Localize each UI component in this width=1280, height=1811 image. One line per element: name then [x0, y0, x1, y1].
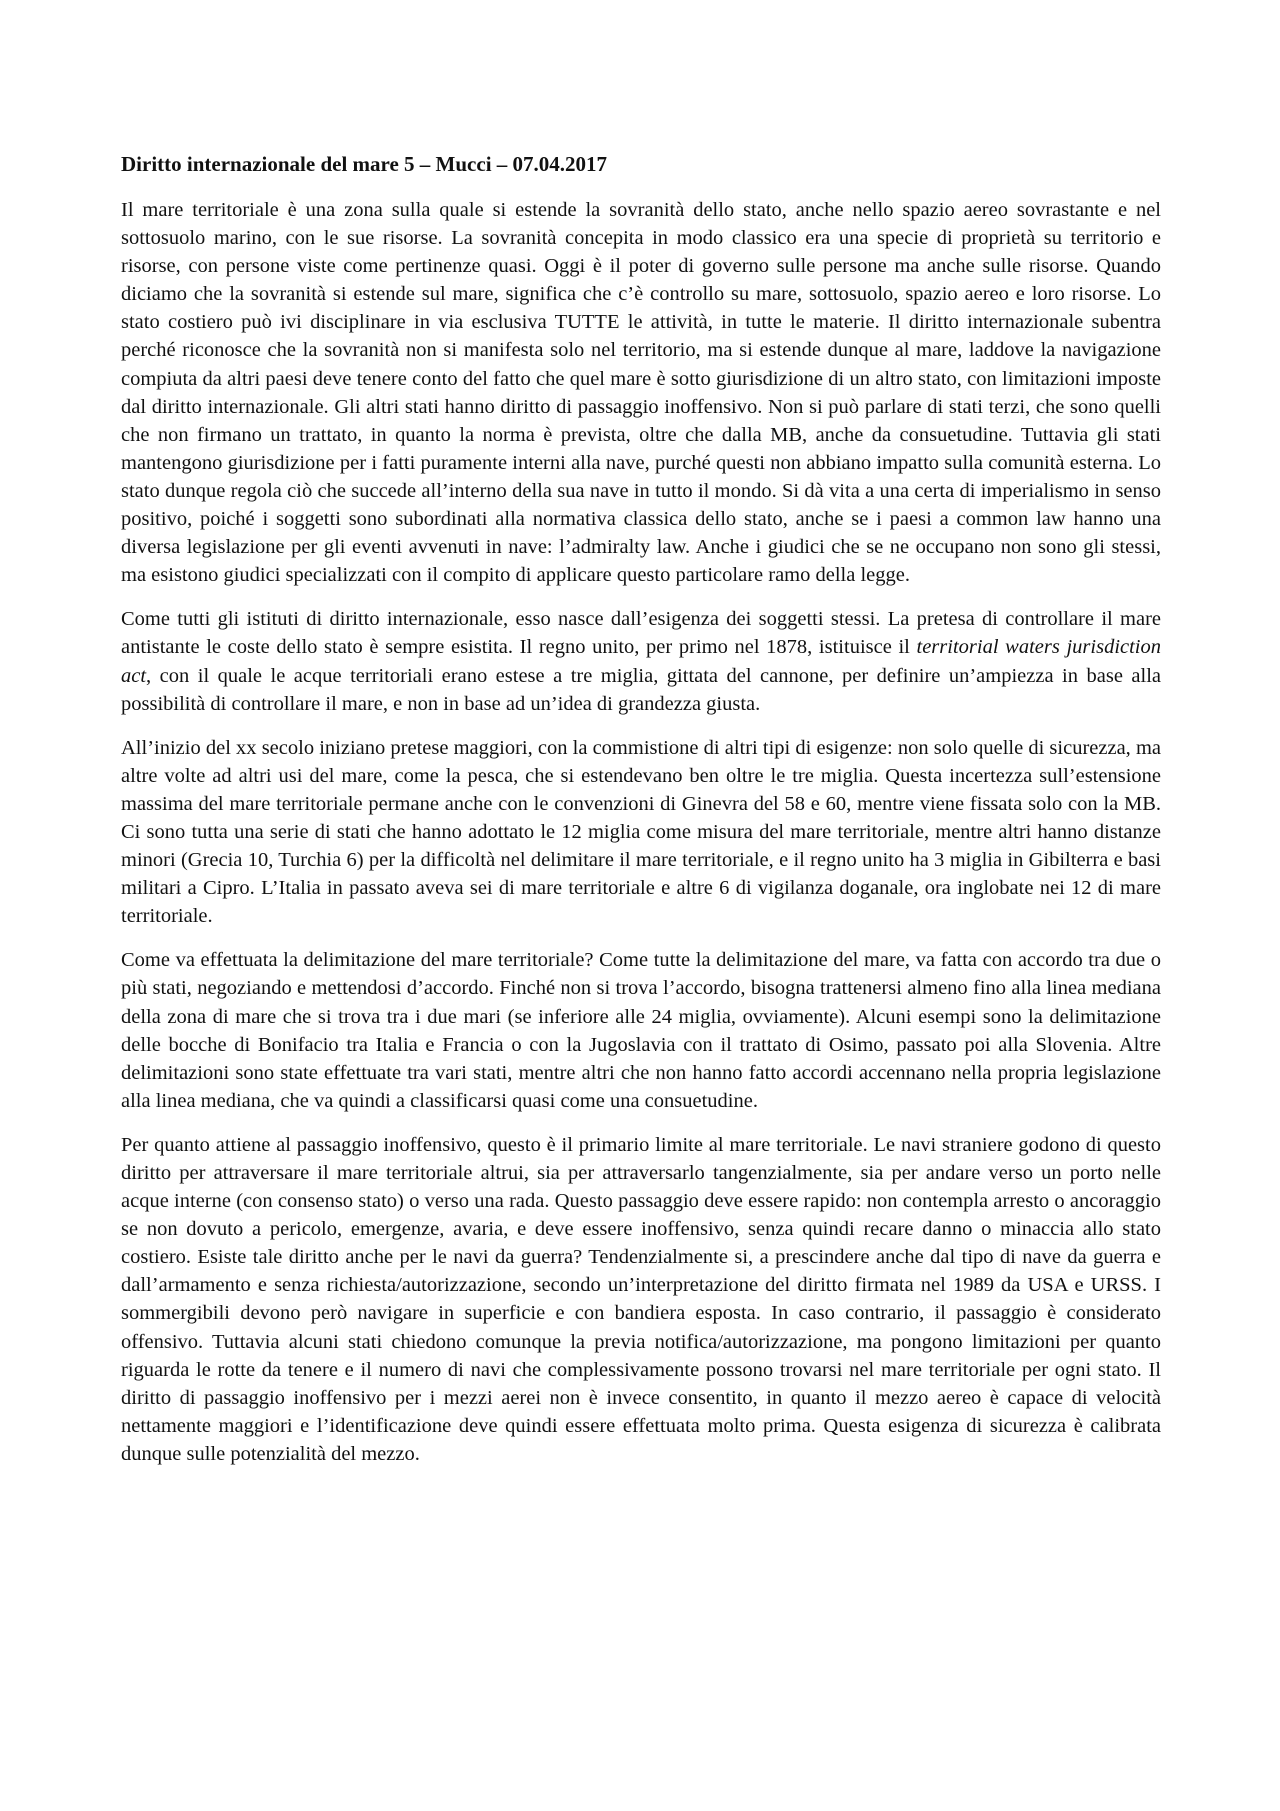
paragraph-twentieth-century: All’inizio del xx secolo iniziano pretese maggiori, con la commistione di altri tipi di esigenze: non solo quelle di sicurezza, ma altre volte ad altri usi del mare, come la pesca, che si estendevano ben oltre le tre miglia. Questa incertezza sull’estensione massima del mare territoriale permane anche con le convenzioni di Ginevra del 58 e 60, mentre viene fissata solo con la MB. Ci sono tutta una serie di stati che hanno adottato le 12 miglia come misura del mare territoriale, mentre altri hanno distanze minori (Grecia 10, Turchia 6) per la difficoltà nel delimitare il mare territoriale, e il regno unito ha 3 miglia in Gibilterra e basi militari a Cipro. L’Italia in passato aveva sei di mare territoriale e altre 6 di vigilanza doganale, ora inglobate nei 12 di mare territoriale.	[121, 736, 1161, 928]
document-page	[121, 150, 1161, 1484]
paragraph-sovereignty: Il mare territoriale è una zona sulla quale si estende la sovranità dello stato, anche nello spazio aereo sovrastante e nel sottosuolo marino, con le sue risorse. La sovranità concepita in modo classico era una specie di proprietà su territorio e risorse, con persone viste come pertinenze quasi. Oggi è il poter di governo sulle persone ma anche sulle risorse. Quando diciamo che la sovranità si estende sul mare, significa che c’è controllo su mare, sottosuolo, spazio aereo e loro risorse. Lo stato costiero può ivi disciplinare in via esclusiva TUTTE le attività, in tutte le materie. Il diritto internazionale subentra perché riconosce che la sovranità non si manifesta solo nel territorio, ma si estende dunque al mare, laddove la navigazione compiuta da altri paesi deve tenere conto del fatto che quel mare è sotto giurisdizione di un altro stato, con limitazioni imposte dal diritto internazionale. Gli altri stati hanno diritto di passaggio inoffensivo. Non si può parlare di stati terzi, che sono quelli che non firmano un trattato, in quanto la norma è prevista, oltre che dalla MB, anche da consuetudine. Tuttavia gli stati mantengono giurisdizione per i fatti puramente interni alla nave, purché questi non abbiano impatto sulla comunità esterna. Lo stato dunque regola ciò che succede all’interno della sua nave in tutto il mondo. Si dà vita a una certa di imperialismo in senso positivo, poiché i soggetti sono subordinati alla normativa classica dello stato, anche se i paesi a common law hanno una diversa legislazione per gli eventi avvenuti in nave: l’admiralty law. Anche i giudici che se ne occupano non sono gli stessi, ma esistono giudici specializzati con il compito di applicare questo particolare ramo della legge.	[121, 199, 1161, 587]
territorial-waters-act-title: territorial waters jurisdiction act	[121, 636, 1161, 687]
paragraph-history	[121, 605, 1161, 717]
paragraph-innocent-passage: Per quanto attiene al passaggio inoffensivo, questo è il primario limite al mare territoriale. Le navi straniere godono di questo diritto per attraversare il mare territoriale altrui, sia per attraversarlo tangenzialmente, sia per andare verso un porto nelle acque interne (con consenso stato) o verso una rada. Questo passaggio deve essere rapido: non contempla arresto o ancoraggio se non dovuto a pericolo, emergenze, avaria, e deve essere inoffensivo, senza quindi recare danno o minaccia allo stato costiero. Esiste tale diritto anche per le navi da guerra? Tendenzialmente si, a prescindere anche dal tipo di nave da guerra e dall’armamento e senza richiesta/autorizzazione, secondo un’interpretazione del diritto firmata nel 1989 da USA e URSS. I sommergibili devono però navigare in superficie e con bandiera esposta. In caso contrario, il passaggio è considerato offensivo. Tuttavia alcuni stati chiedono comunque la previa notifica/autorizzazione, ma pongono limitazioni per quanto riguarda le rotte da tenere e il numero di navi che complessivamente possono trovarsi nel mare territoriale per ogni stato. Il diritto di passaggio inoffensivo per i mezzi aerei non è invece consentito, in quanto il mezzo aereo è capace di velocità nettamente maggiori e l’identificazione deve quindi essere effettuata molto prima. Questa esigenza di sicurezza è calibrata dunque sulle potenzialità del mezzo.	[121, 1133, 1161, 1465]
paragraph-history-after: , con il quale le acque territoriali erano estese a tre miglia, gittata del cannone, per definire un’ampiezza in base alla possibilità di controllare il mare, e non in base ad un’idea di grandezza giusta.	[121, 664, 1161, 715]
paragraph-delimitation: Come va effettuata la delimitazione del mare territoriale? Come tutte la delimitazione del mare, va fatta con accordo tra due o più stati, negoziando e mettendosi d’accordo. Finché non si trova l’accordo, bisogna trattenersi almeno fino alla linea mediana della zona di mare che si trova tra i due mari (se inferiore alle 24 miglia, ovviamente). Alcuni esempi sono la delimitazione delle bocche di Bonifacio tra Italia e Francia o con la Jugoslavia con il trattato di Osimo, passato poi alla Slovenia. Altre delimitazioni sono state effettuate tra vari stati, mentre altri che non hanno fatto accordi accennano nella propria legislazione alla linea mediana, che va quindi a classificarsi quasi come una consuetudine.	[121, 949, 1161, 1112]
document-title: Diritto internazionale del mare 5 – Mucci – 07.04.2017	[121, 152, 608, 176]
paragraph-history-before: Come tutti gli istituti di diritto internazionale, esso nasce dall’esigenza dei soggetti stessi. La pretesa di controllare il mare antistante le coste dello stato è sempre esistita. Il regno unito, per primo nel 1878, istituisce il	[121, 608, 1161, 659]
